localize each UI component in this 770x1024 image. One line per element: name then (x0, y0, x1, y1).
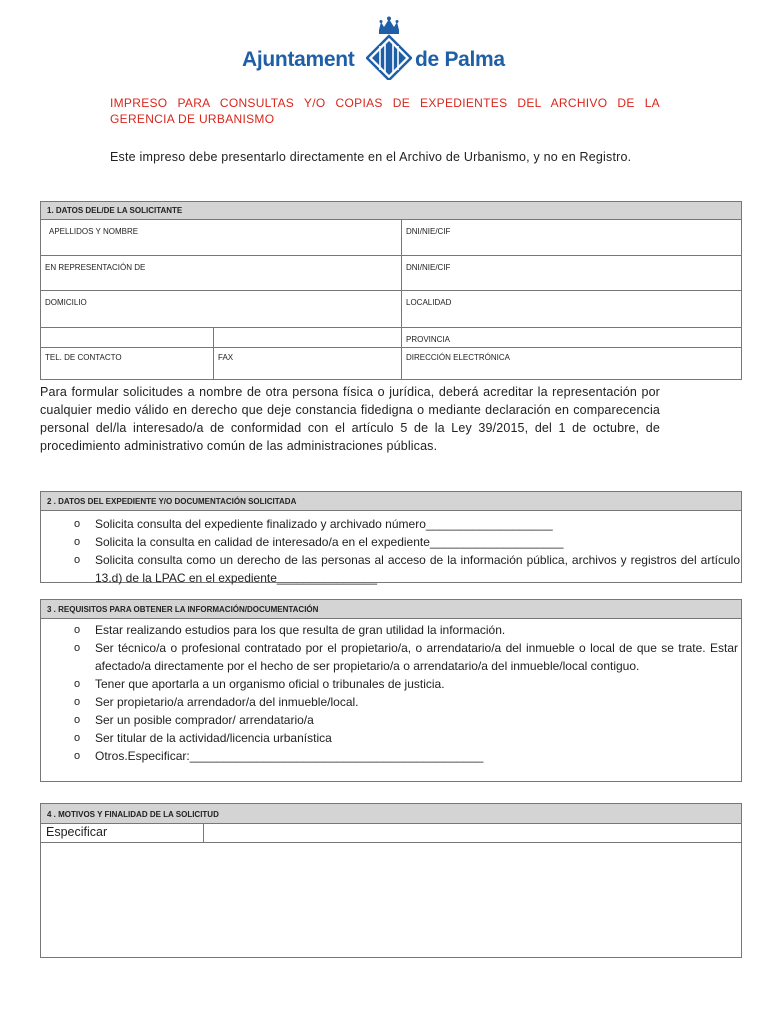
domicilio-field[interactable] (40, 290, 402, 328)
dni1-label: DNI/NIE/CIF (406, 227, 451, 236)
dni2-label: DNI/NIE/CIF (406, 263, 451, 272)
bullet-icon: o (74, 624, 81, 636)
blank-cell-left (40, 327, 214, 348)
section3-item[interactable]: o Otros.Especificar:____________________________________________ (74, 749, 484, 763)
domicilio-label: DOMICILIO (45, 298, 87, 307)
representation-note: Para formular solicitudes a nombre de otra persona física o jurídica, deberá acreditar la representación por cualquier medio válido en derecho que deje constancia fidedigna o mediante declaración en comparecencia personal del/la interesado/a de conformidad con el artículo 5 de la Ley 39/2015, del 1 de octubre, de procedimiento administrativo común de las administraciones públicas. (40, 385, 660, 453)
bullet-icon: o (74, 750, 81, 762)
dni2-field[interactable] (401, 255, 742, 291)
section2-item[interactable]: o Solicita la consulta en calidad de interesado/a en el expediente____________________ (74, 535, 564, 549)
section2-heading: 2 . DATOS DEL EXPEDIENTE Y/O DOCUMENTACIÓN SOLICITADA (40, 491, 742, 511)
provincia-label: PROVINCIA (406, 335, 451, 344)
especificar-label: Especificar (46, 825, 108, 839)
motivos-textarea[interactable] (40, 842, 742, 958)
section3-item[interactable]: o Tener que aportarla a un organismo oficial o tribunales de justicia. (74, 677, 445, 691)
bullet-icon: o (74, 642, 81, 654)
logo-text-left: Ajuntament (242, 48, 355, 71)
bullet-icon: o (74, 696, 81, 708)
section1-heading: 1. DATOS DEL/DE LA SOLICITANTE (40, 201, 742, 220)
representacion-label: EN REPRESENTACIÓN DE (45, 263, 146, 272)
dni1-field[interactable] (401, 219, 742, 256)
section3-list (40, 621, 738, 765)
form-title: IMPRESO PARA CONSULTAS Y/O COPIAS DE EXPEDIENTES DEL ARCHIVO DE LA GERENCIA DE URBANISMO (110, 96, 660, 126)
section2-item[interactable]: o Solicita consulta del expediente finalizado y archivado número___________________ (74, 517, 553, 531)
apellidos-field[interactable] (40, 219, 402, 256)
section4-heading: 4 . MOTIVOS Y FINALIDAD DE LA SOLICITUD (40, 803, 742, 824)
fax-field[interactable] (213, 347, 402, 380)
tel-label: TEL. DE CONTACTO (45, 353, 122, 362)
section2-item[interactable]: o Solicita consulta como un derecho de las personas al acceso de la información pública, archivos y registros del artículo 13.d) de la LPAC en el expediente_______________ (74, 553, 740, 585)
representacion-field[interactable] (40, 255, 402, 291)
coat-of-arms-icon (366, 16, 412, 80)
bullet-icon: o (74, 554, 81, 566)
section2-list (40, 515, 740, 587)
section3-heading: 3 . REQUISITOS PARA OBTENER LA INFORMACIÓN/DOCUMENTACIÓN (40, 599, 742, 619)
fax-label: FAX (218, 353, 234, 362)
localidad-label: LOCALIDAD (406, 298, 452, 307)
section3-item[interactable]: o Ser un posible comprador/ arrendatario/a (74, 713, 314, 727)
intro-text: Este impreso debe presentarlo directamente en el Archivo de Urbanismo, y no en Registro. (110, 150, 632, 164)
email-label: DIRECCIÓN ELECTRÓNICA (406, 353, 511, 362)
especificar-label-cell (40, 823, 204, 843)
apellidos-label: APELLIDOS Y NOMBRE (49, 227, 139, 236)
tel-field[interactable] (40, 347, 214, 380)
bullet-icon: o (74, 678, 81, 690)
bullet-icon: o (74, 714, 81, 726)
logo-text-right: de Palma (415, 48, 505, 71)
especificar-inline-field[interactable] (203, 823, 742, 843)
localidad-field[interactable] (401, 290, 742, 328)
bullet-icon: o (74, 518, 81, 530)
email-field[interactable] (401, 347, 742, 380)
section3-item[interactable]: o Estar realizando estudios para los que resulta de gran utilidad la información. (74, 623, 506, 637)
blank-cell-mid (213, 327, 402, 348)
section3-item[interactable]: o Ser titular de la actividad/licencia urbanística (74, 731, 332, 745)
bullet-icon: o (74, 732, 81, 744)
provincia-field[interactable] (401, 327, 742, 348)
bullet-icon: o (74, 536, 81, 548)
ajuntament-logo (242, 10, 504, 80)
section3-item[interactable]: o Ser técnico/a o profesional contratado por el propietario/a, o arrendatario/a del inmueble o local de que se trate. Estar afectado/a directamente por el hecho de ser propietario/a o arrendatario/a del inmueble/local contiguo. (74, 641, 738, 673)
section3-item[interactable]: o Ser propietario/a arrendador/a del inmueble/local. (74, 695, 359, 709)
